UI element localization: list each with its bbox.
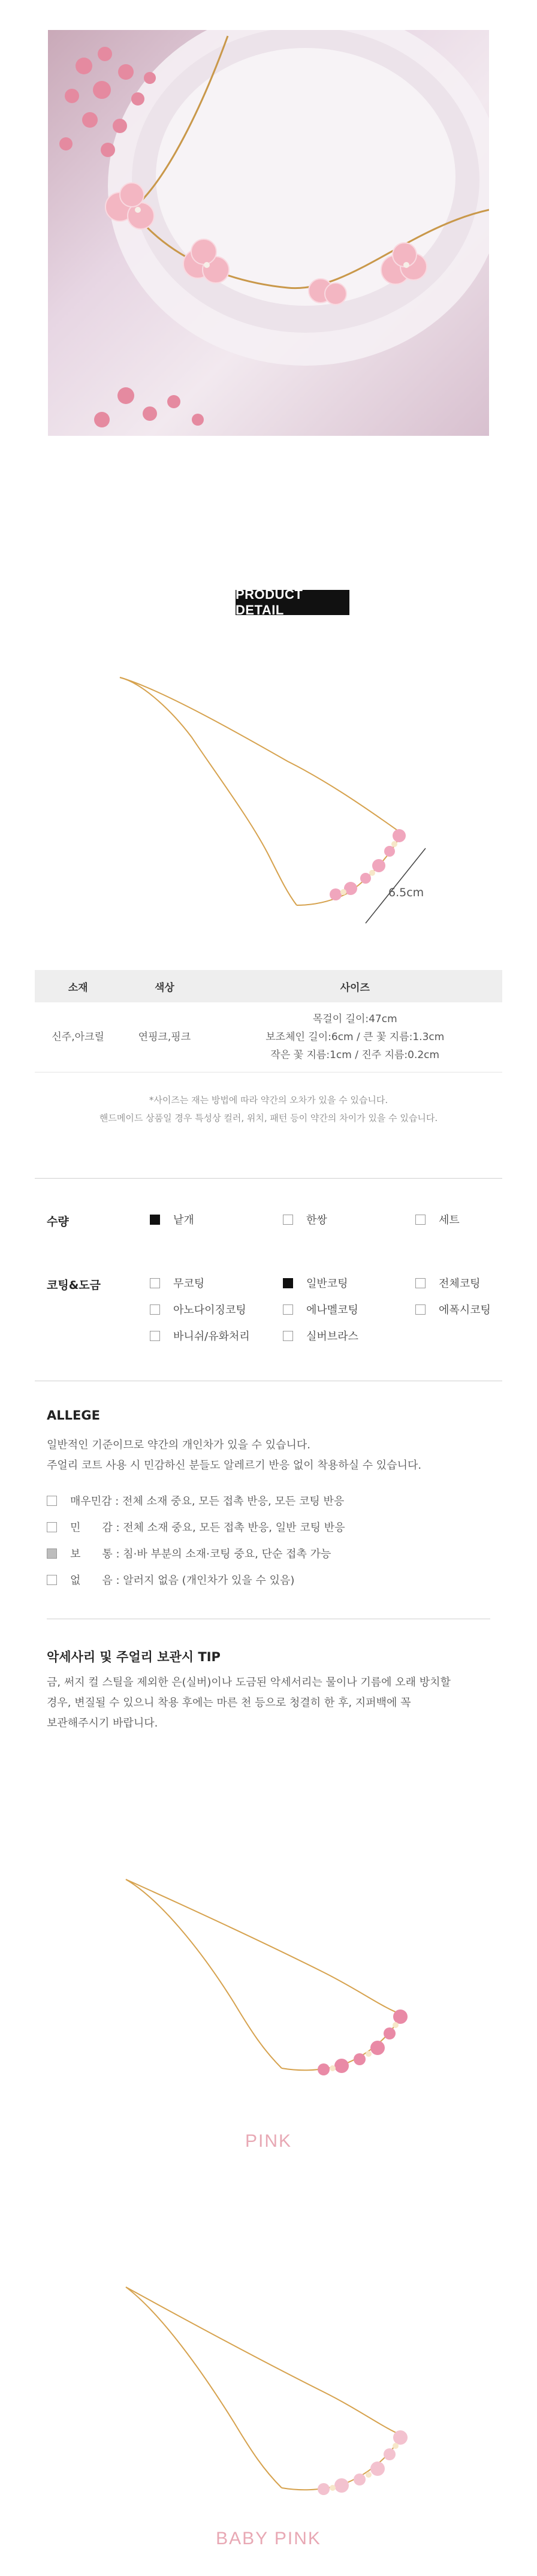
checkbox-checked[interactable]: [47, 1548, 57, 1559]
color-name-baby-pink: BABY PINK: [216, 2529, 321, 2548]
spec-table-header: [35, 970, 502, 1002]
coating-option[interactable]: [415, 1275, 481, 1291]
coating-option[interactable]: [283, 1328, 358, 1343]
size-value: [208, 1002, 502, 1072]
checkbox[interactable]: [47, 1522, 57, 1532]
care-text: [47, 1673, 502, 1734]
checkbox[interactable]: [283, 1331, 293, 1341]
allergy-label: 없 음 : 알러지 없음 (개인차가 있을 수 있음): [70, 1574, 295, 1587]
color-name-pink: PINK: [245, 2131, 292, 2151]
option-label: 실버브라스: [306, 1330, 358, 1343]
allergy-intro-line: 일반적인 기준이므로 약간의 개인차가 있을 수 있습니다.: [47, 1439, 310, 1451]
checkbox[interactable]: [283, 1304, 293, 1315]
size-notes: [35, 1091, 502, 1127]
coating-option[interactable]: [150, 1328, 250, 1343]
allergy-intro: [47, 1435, 502, 1476]
allergy-row[interactable]: [47, 1572, 294, 1587]
care-line: 경우, 변질될 수 있으니 착용 후에는 마른 천 등으로 청결히 한 후, 지퍼백에 꼭: [47, 1697, 411, 1709]
checkbox[interactable]: [415, 1304, 426, 1315]
color-value: 연핑크,핑크: [121, 1002, 207, 1072]
allergy-label: 보 통 : 침·바 부분의 소재·코팅 중요, 단순 접촉 가능: [70, 1548, 331, 1560]
checkbox[interactable]: [150, 1278, 160, 1288]
allergy-label: 매우민감 : 전체 소재 중요, 모든 접촉 반응, 모든 코팅 반응: [70, 1495, 345, 1508]
allergy-intro-line: 주얼리 코트 사용 시 민감하신 분들도 알레르기 반응 없이 착용하실 수 있습니다.: [47, 1459, 422, 1472]
option-label: 무코팅: [173, 1278, 205, 1290]
option-label: 일반코팅: [306, 1278, 348, 1290]
option-label: 세트: [439, 1214, 460, 1227]
size-line: 작은 꽃 지름:1cm / 진주 지름:0.2cm: [270, 1049, 440, 1061]
option-label: 에폭시코팅: [439, 1304, 491, 1316]
checkbox[interactable]: [415, 1278, 426, 1288]
allergy-label: 민 감 : 전체 소재 중요, 모든 접촉 반응, 일반 코팅 반응: [70, 1522, 345, 1534]
product-detail-label: PRODUCT DETAIL: [236, 590, 349, 615]
option-label: 아노다이징코팅: [173, 1304, 246, 1316]
checkbox[interactable]: [150, 1331, 160, 1341]
coating-option[interactable]: [283, 1301, 358, 1317]
option-label: 전체코팅: [439, 1278, 481, 1290]
care-line: 금, 써지 컬 스틸을 제외한 은(실버)이나 도금된 악세서리는 물이나 기름에 오래 방치할: [47, 1676, 451, 1689]
care-title: 악세사리 및 주얼리 보관시 TIP: [47, 1650, 221, 1664]
material-value: 신주,아크릴: [35, 1002, 121, 1072]
header-size: 사이즈: [208, 970, 502, 1002]
checkbox[interactable]: [415, 1215, 426, 1225]
allergy-row[interactable]: [47, 1545, 331, 1561]
quantity-option-single[interactable]: [150, 1212, 194, 1227]
coating-option[interactable]: [150, 1301, 246, 1317]
coating-label: 코팅&도금: [47, 1279, 101, 1292]
checkbox[interactable]: [283, 1215, 293, 1225]
checkbox[interactable]: [47, 1575, 57, 1585]
note-line: *사이즈는 재는 방법에 따라 약간의 오차가 있을 수 있습니다.: [149, 1095, 388, 1105]
checkbox[interactable]: [150, 1304, 160, 1315]
option-label: 바니쉬/유화처리: [173, 1330, 250, 1343]
necklace-baby-pink-figure: [114, 2278, 426, 2518]
quantity-option-set[interactable]: [415, 1212, 460, 1227]
necklace-detail-figure: [108, 665, 432, 929]
option-label: 한쌍: [306, 1214, 327, 1227]
table-row: [35, 1002, 502, 1072]
checkbox-checked[interactable]: [283, 1278, 293, 1288]
allergy-row[interactable]: [47, 1493, 344, 1508]
allergy-title: ALLEGE: [47, 1408, 100, 1423]
coating-option[interactable]: [150, 1275, 204, 1291]
size-line: 보조체인 길이:6cm / 큰 꽃 지름:1.3cm: [266, 1031, 445, 1043]
quantity-option-pair[interactable]: [283, 1212, 327, 1227]
note-line: 핸드메이드 상품일 경우 특성상 컬러, 위치, 패턴 등이 약간의 차이가 있을 수 있습니다.: [99, 1113, 438, 1123]
header-material: 소재: [35, 970, 121, 1002]
option-label: 낱개: [173, 1214, 194, 1227]
spec-table: [35, 970, 502, 1072]
necklace-pink-figure: [114, 1870, 426, 2098]
allergy-row[interactable]: [47, 1519, 345, 1535]
quantity-label: 수량: [47, 1215, 69, 1228]
size-dimension-label: 6.5cm: [388, 886, 424, 899]
divider: [35, 1178, 502, 1179]
checkbox[interactable]: [47, 1496, 57, 1506]
coating-option[interactable]: [415, 1301, 491, 1317]
header-color: 색상: [121, 970, 207, 1002]
hero-product-photo: [48, 30, 489, 436]
care-line: 보관해주시기 바랍니다.: [47, 1717, 158, 1730]
size-line: 목걸이 길이:47cm: [312, 1013, 397, 1025]
checkbox-checked[interactable]: [150, 1215, 160, 1225]
coating-option[interactable]: [283, 1275, 348, 1291]
option-label: 에나멜코팅: [306, 1304, 358, 1316]
